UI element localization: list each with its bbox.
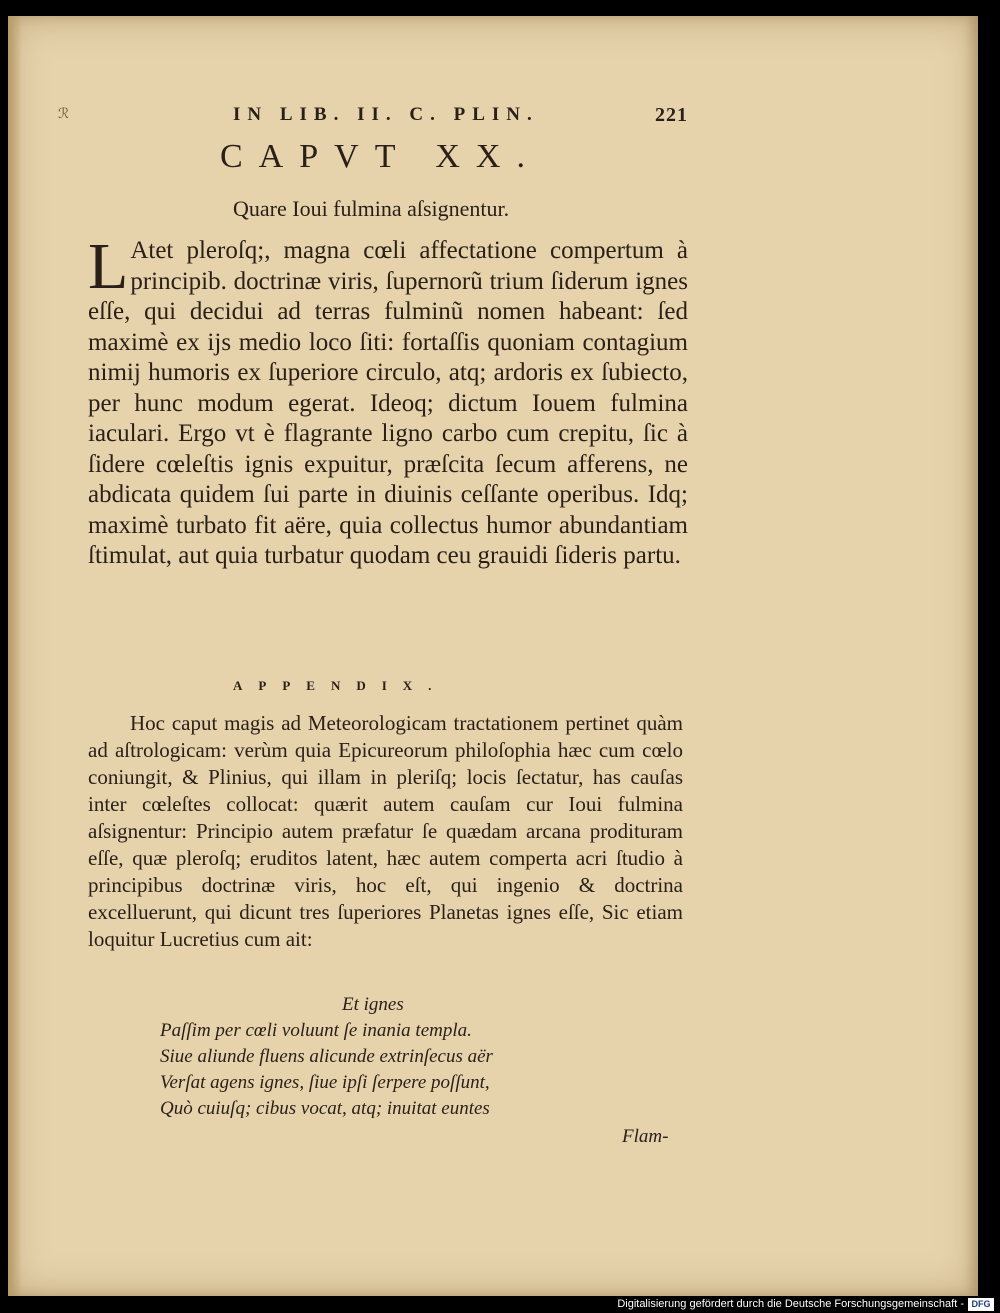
- page-number: 221: [655, 104, 688, 126]
- verse-line: Paſſim per cœli voluunt ſe inania templa.: [160, 1020, 472, 1041]
- verse-line: Quò cuiuſq; cibus vocat, atq; inuitat euntes: [160, 1098, 490, 1119]
- chapter-title: CAPVT XX.: [220, 138, 541, 175]
- book-page: [8, 16, 978, 1296]
- verse-quote: [160, 992, 630, 1122]
- digitization-credit: Digitalisierung gefördert durch die Deutsche Forschungsgemeinschaft -: [617, 1298, 964, 1310]
- main-paragraph-text: Atet pleroſq;, magna cœli affectatione compertum à principib. doctrinæ viris, ſupernorũ trium ſiderum ignes eſſe, qui decidui ad terras fulminũ nomen habeant: ſed maximè ex ijs medio loco ſiti: fortaſſis quoniam contagium nimij humoris ex ſuperiore circulo, atq; ardoris ex ſubiecto, per hunc modum egerat. Ideoq; dictum Iouem fulmina iaculari. Ergo vt è flagrante ligno carbo cum crepitu, ſic à ſidere cœleſtis ignis expuitur, præſcita ſecum afferens, ne abdicata quidem ſui parte in diuinis ceſſante operibus. Idq; maximè turbato fit aëre, quia collectus humor abundantiam ſtimulat, aut quia turbatur quodam ceu grauidi ſideris partu.: [88, 237, 688, 569]
- verse-line: Siue aliunde fluens alicunde extrinſecus aër: [160, 1046, 493, 1067]
- verse-line: Verſat agens ignes, ſiue ipſi ſerpere poſſunt,: [160, 1072, 490, 1093]
- appendix-paragraph: Hoc caput magis ad Meteorologicam tractationem pertinet quàm ad aſtrologicam: verùm quia Epicureorum philoſophia hæc cum cœlo coniungit, & Plinius, qui illam in pleriſq; locis ſectatur, has cauſas inter cœleſtes collocat: quærit autem cauſam cur Ioui fulmina aſsignentur: Principio autem præfatur ſe quædam arcana prodituram eſſe, quæ pleroſq; eruditos latent, hæc autem comperta acri ſtudio à principibus doctrinæ viris, hoc eſt, qui ingenio & doctrina excelluerunt, qui dicunt tres ſuperiores Planetas ignes eſſe, Sic etiam loquitur Lucretius cum ait:: [88, 711, 683, 951]
- main-text: [88, 230, 688, 572]
- appendix-heading: APPENDIX.: [233, 678, 448, 693]
- catchword: Flam-: [622, 1126, 669, 1147]
- verse-line: Et ignes: [342, 994, 404, 1015]
- chapter-subtitle: Quare Ioui fulmina aſsignentur.: [233, 196, 510, 221]
- running-head-title: IN LIB. II. C. PLIN.: [233, 104, 539, 125]
- drop-cap: L: [88, 230, 129, 303]
- dfg-logo: DFG: [968, 1298, 994, 1311]
- main-paragraph: [88, 230, 688, 572]
- appendix-text: [88, 710, 683, 953]
- margin-mark: ℛ: [58, 106, 71, 122]
- running-head: [218, 104, 688, 134]
